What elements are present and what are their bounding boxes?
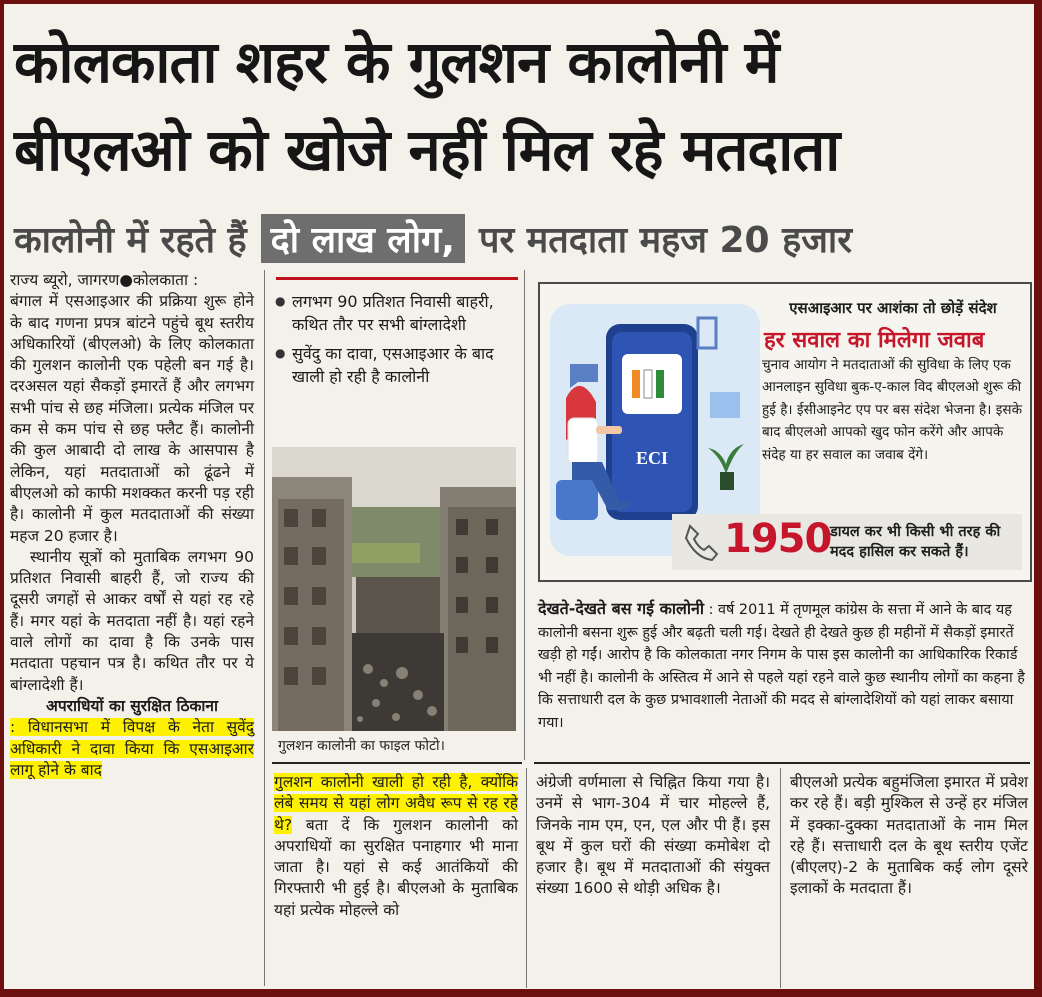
headline-line-1: कोलकाता शहर के गुलशन कालोनी में (14, 28, 779, 96)
article-paragraph: अंग्रेजी वर्णमाला से चिह्नित किया गया है। उनमें से भाग-304 में चार मोहल्ले हैं, जिनके नाम एम, एन, एल और पी हैं। इस बूथ में कुल घरों की संख्या कमोबेश दो हजार है। बूथ में मतदाताओं की संयुक्त संख्या 1600 से थोड़ी अधिक है। (536, 773, 770, 898)
highlighted-question: गुलशन कालोनी खाली हो रही है, क्योंकि लंबे समय से यहां लोग अवैध रूप से रह रहे थे? (274, 773, 518, 834)
subheadline-highlight: दो लाख लोग, (261, 214, 465, 263)
newspaper-clipping (4, 4, 1034, 989)
section-subhead: अपराधियों का सुरक्षित ठिकाना (46, 696, 218, 715)
article-paragraph: बंगाल में एसआइआर की प्रक्रिया शुरू होने के बाद गणना प्रपत्र बांटने पहुंचे बूथ स्तरीय अधिकारियों (बीएलओ) के लिए कोलकाता की गुलशन कालोनी एक पहेली बन गई है। दरअसल यहां सैकड़ों इमारतें हैं और लगभग सभी पांच से छह मंजिला। प्रत्येक मंजिल पर कम से कम पांच से छह फ्लैट हैं। कालोनी की कुल आबादी दो लाख के आसपास है लेकिन, यहां मतदाताओं को ढूंढने में बीएलओ को काफी मशक्कत करनी पड़ रही है। कालोनी में कुल मतदाताओं की संख्या महज 20 हजार है। (10, 292, 254, 545)
story-text: : वर्ष 2011 में तृणमूल कांग्रेस के सत्ता में आने के बाद यह कालोनी बसना शुरू हुई और बढ़ती चली गई। देखते ही देखते कुछ ही महीनों में सैकड़ों इमारतें खड़ी हो गईं। आरोप है कि कोलकाता नगर निगम के पास इस कालोनी का आधिकारिक रिकार्ड भी नहीं है। कालोनी के अस्तित्व में आने से पहले यहां रहने वाले कुछ स्थानीय लोगों का कहना है कि सत्ताधारी दल के कुछ प्रभावशाली नेताओं की मदद से बांग्लादेशियों को यहां लाकर बसाया गया। (538, 602, 1025, 731)
headline-line-2: बीएलओ को खोजे नहीं मिल रहे मतदाता (14, 116, 840, 184)
article-paragraph: स्थानीय सूत्रों को मुताबिक लगभग 90 प्रतिशत निवासी बाहरी हैं, जो राज्य की दूसरी जगहों से आकर वर्षों से यहां रह रहे हैं। मगर यहां के मतदाता नहीं है। यहां रहने वाले लोगों का दावा है कि उनके पास मतदाता पहचान पत्र है। कथित तौर पर ये बांग्लादेशी हैं। (10, 547, 254, 694)
article-column-4 (790, 772, 1028, 900)
helpline-infobox (538, 282, 1032, 582)
article-column-2 (274, 772, 518, 921)
helpline-number: 1950 (724, 516, 832, 562)
photo-caption: गुलशन कालोनी का फाइल फोटो। (278, 738, 445, 754)
infobox-kicker: एसआइआर पर आशंका तो छोड़ें संदेश (789, 299, 997, 317)
key-point: ● लगभग 90 प्रतिशत निवासी बाहरी, कथित तौर पर सभी बांग्लादेशी (292, 290, 518, 336)
article-column-1 (10, 270, 254, 781)
column-divider (264, 270, 265, 986)
column-divider (526, 768, 527, 988)
eci-phone-label: ECI (635, 448, 669, 468)
horizontal-rule (272, 762, 522, 764)
subheadline-part-1: कालोनी में रहते हैं (14, 219, 247, 261)
phone-icon (680, 522, 720, 562)
colony-photo (272, 447, 516, 731)
column-divider (524, 270, 525, 760)
horizontal-rule (534, 762, 1030, 764)
subheadline (14, 210, 852, 266)
key-points (274, 276, 518, 394)
key-point: ● सुवेंदु का दावा, एसआइआर के बाद खाली हो रही है कालोनी (292, 342, 518, 388)
infobox-headline: हर सवाल का मिलेगा जवाब (764, 328, 985, 353)
column-divider (780, 768, 781, 988)
article-paragraph: बता दें कि गुलशन कालोनी को अपराधियों का सुरक्षित पनाहगार भी माना जाता है। यहां से कई आतंकियों की गिरफ्तारी भी हुई है। बीएलओ के मुताबिक यहां प्रत्येक मोहल्ले को (274, 815, 518, 919)
helpline-text: डायल कर भी किसी भी तरह की मदद हासिल कर सकते हैं। (830, 524, 1001, 560)
dateline: राज्य ब्यूरो, जागरण●कोलकाता : (10, 271, 199, 289)
infobox-body: चुनाव आयोग ने मतदाताओं की सुविधा के लिए एक आनलाइन सुविधा बुक-ए-काल विद बीएलओ शुरू की हुई है। ईसीआइनेट एप पर बस संदेश भेजना है। इसके बाद बीएलओ आपको खुद फोन करेंगे और आपके संदेह या हर सवाल का जवाब देंगे। (762, 357, 1023, 463)
article-paragraph: बीएलओ प्रत्येक बहुमंजिला इमारत में प्रवेश कर रहे हैं। बड़ी मुश्किल से उन्हें हर मंजिल में इक्का-दुक्का मतदाताओं के नाम मिल रहे हैं। सत्ताधारी दल के बूथ स्तरीय एजेंट (बीएलए)-2 के मुताबिक कई लोग दूसरे इलाकों के मतदाता हैं। (790, 773, 1028, 898)
highlighted-paragraph: : विधानसभा में विपक्ष के नेता सुवेंदु अधिकारी ने दावा किया कि एसआइआर लागू होने के बाद (10, 718, 254, 779)
subheadline-part-2: पर मतदाता महज 20 हजार (479, 219, 852, 261)
story-heading: देखते-देखते बस गई कालोनी (538, 599, 705, 618)
story-colony-settled (538, 598, 1030, 735)
article-column-3 (536, 772, 770, 900)
helpline-banner (672, 514, 1022, 570)
